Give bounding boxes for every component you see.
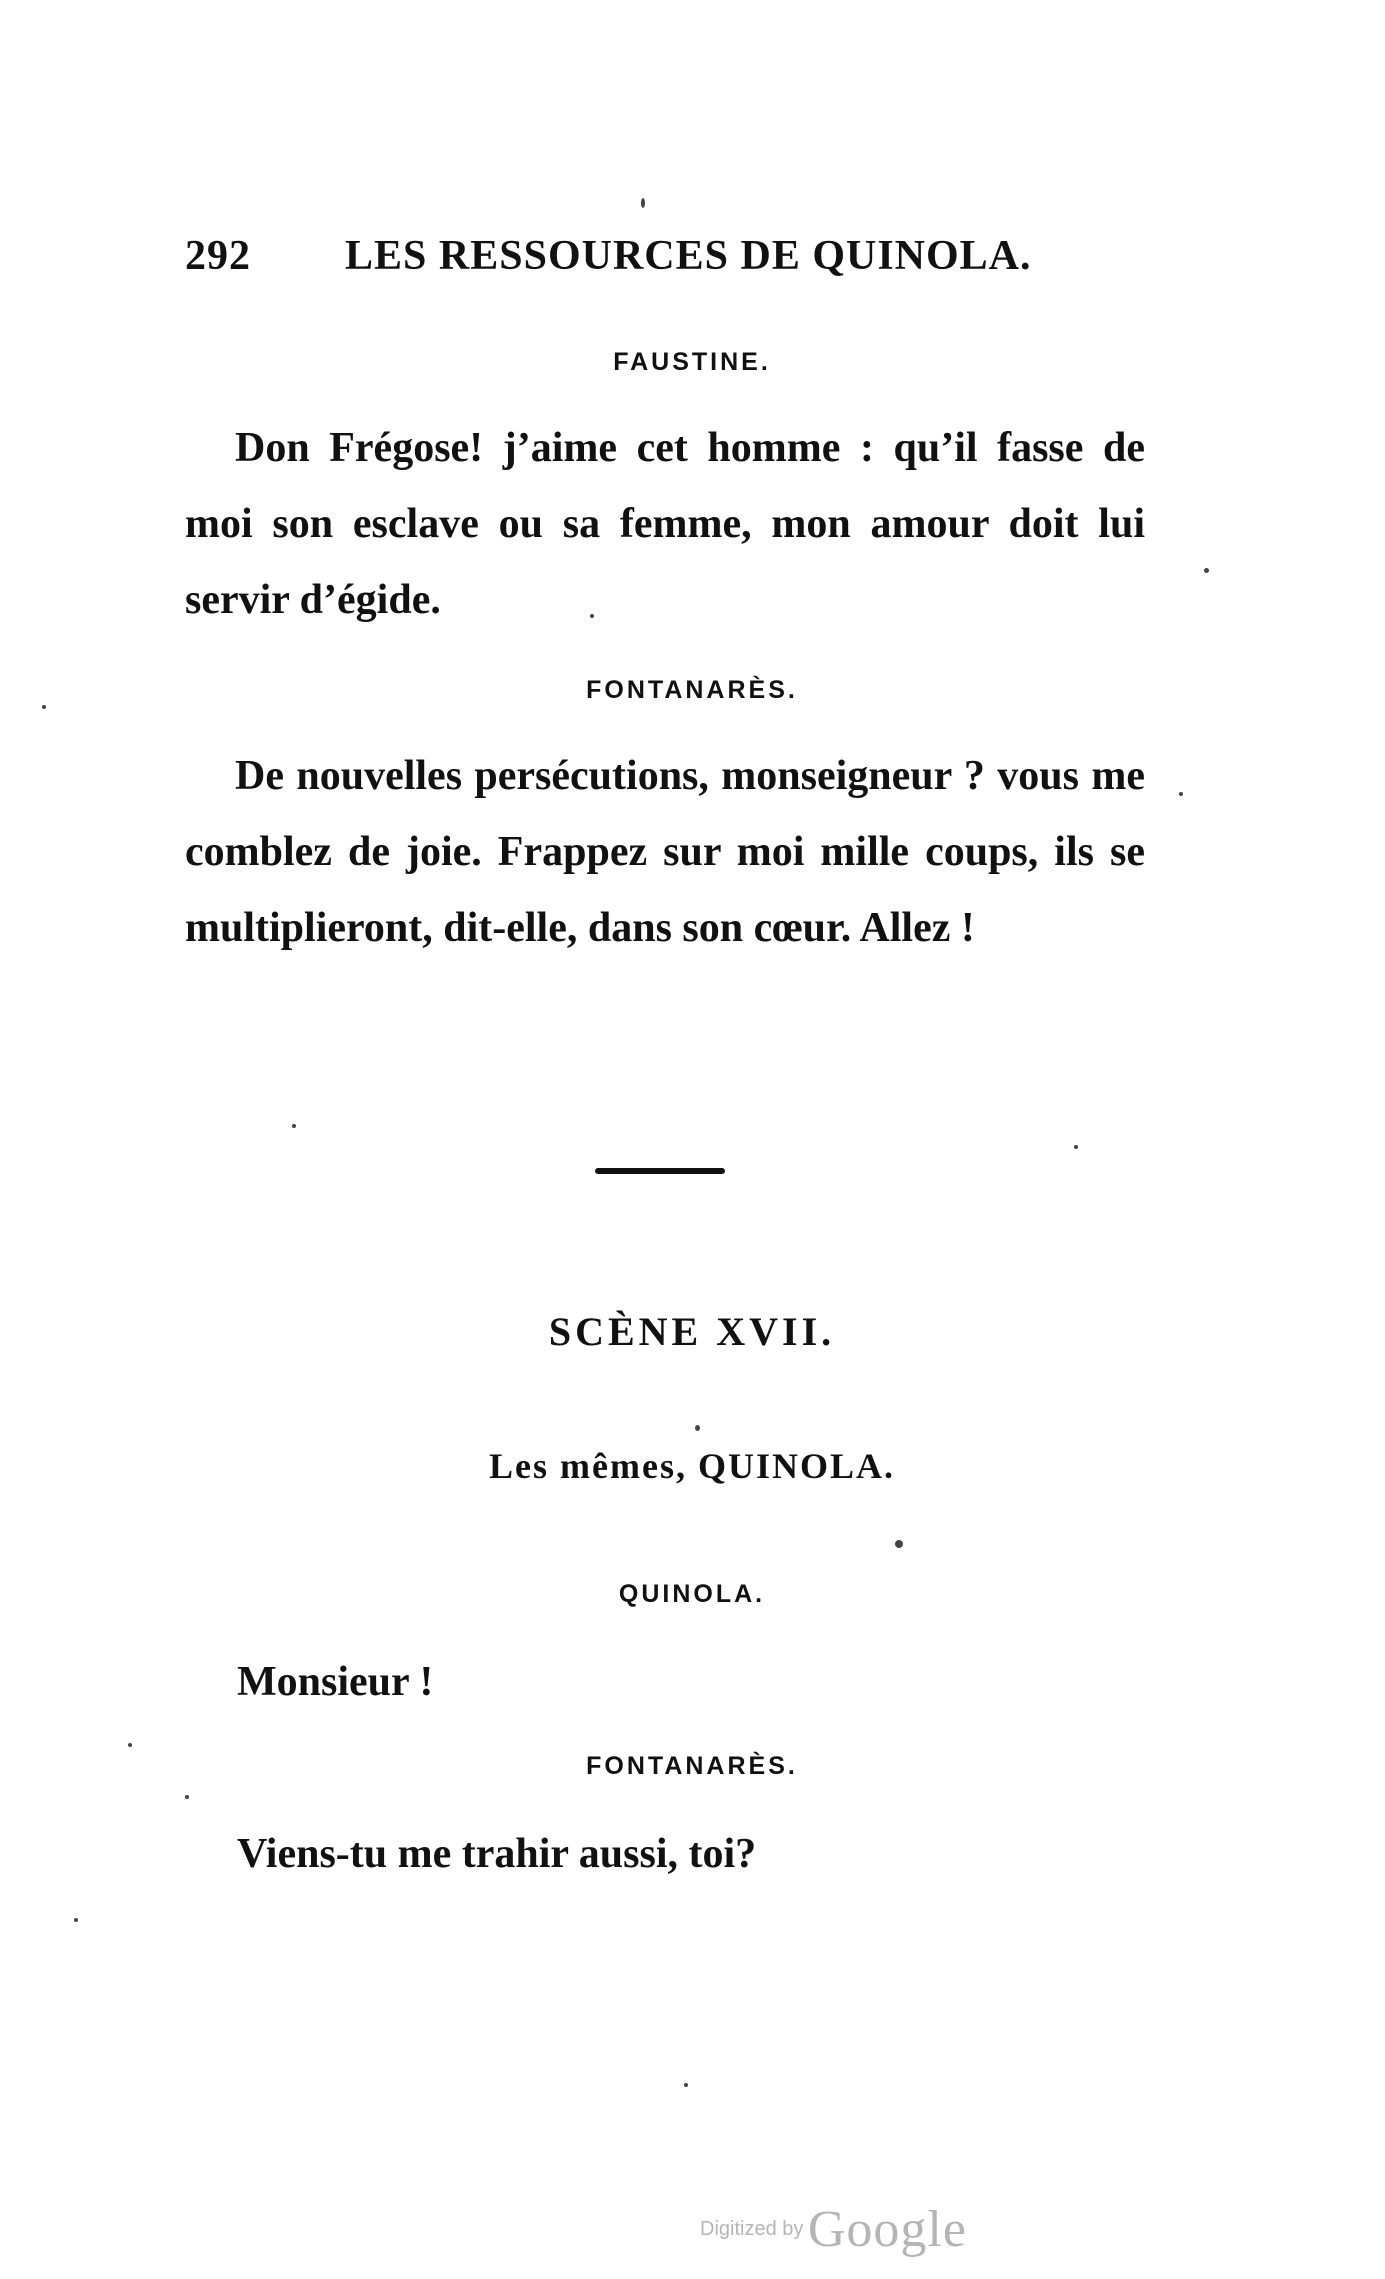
scene-title: SCÈNE XVII. [548, 1309, 836, 1354]
scan-speck [292, 1124, 296, 1128]
paragraph-fontanares [185, 738, 1145, 966]
paragraph-text: De nouvelles persécutions, monseigneur ? vous me comblez de joie. Frappez sur moi mille coups, ils se multiplieront, dit-elle, dans son cœur. Allez ! [185, 753, 1145, 951]
scan-speck [590, 614, 594, 618]
paragraph-text: Don Frégose! j’aime cet homme : qu’il fasse de moi son esclave ou sa femme, mon amour doit lui servir d’égide. [185, 425, 1145, 623]
scan-speck [1179, 792, 1183, 796]
scan-speck [74, 1918, 78, 1922]
scan-speck [42, 705, 46, 709]
section-divider [595, 1168, 725, 1174]
speaker-faustine: FAUSTINE. [613, 348, 771, 376]
page-number: 292 [185, 233, 251, 279]
scan-speck [895, 1540, 903, 1548]
digitized-watermark [700, 2200, 967, 2259]
scan-speck [1074, 1145, 1078, 1149]
scene-characters: Les mêmes, QUINOLA. [489, 1446, 895, 1486]
paragraph-faustine [185, 410, 1145, 638]
watermark-prefix: Digitized by [700, 2218, 804, 2240]
line-quinola: Monsieur ! [237, 1659, 434, 1705]
speaker-quinola: QUINOLA. [618, 1580, 766, 1608]
scan-speck [185, 1795, 189, 1799]
speaker-fontanares-1: FONTANARÈS. [586, 676, 798, 704]
speaker-fontanares-2: FONTANARÈS. [586, 1752, 798, 1780]
google-logo: Google [807, 2201, 967, 2258]
scan-speck [1204, 568, 1209, 573]
running-title: LES RESSOURCES DE QUINOLA. [345, 233, 1032, 279]
scan-speck [641, 198, 645, 208]
line-fontanares: Viens-tu me trahir aussi, toi? [237, 1831, 757, 1877]
scan-speck [128, 1743, 132, 1747]
page-header [185, 232, 1032, 282]
scan-speck [684, 2083, 688, 2087]
scan-speck [695, 1425, 700, 1431]
